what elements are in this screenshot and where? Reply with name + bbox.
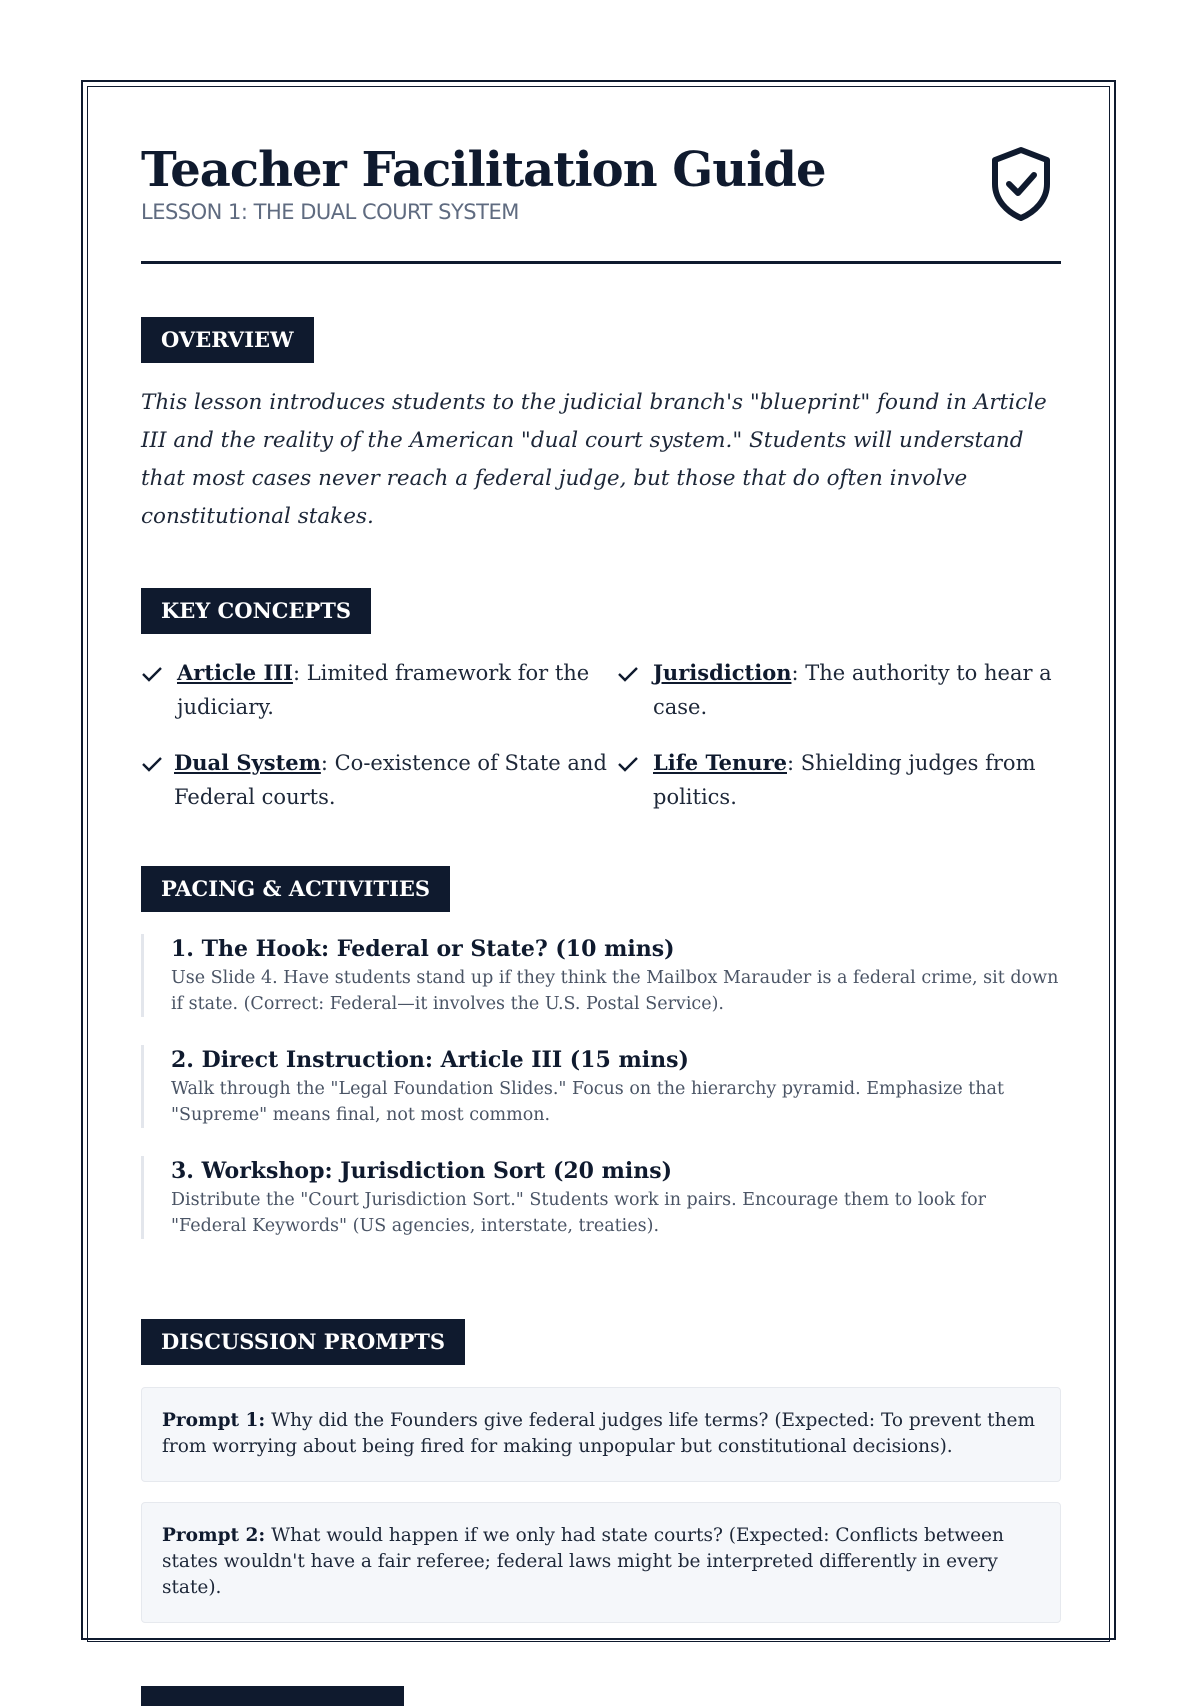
- shield-check-icon: [989, 146, 1053, 222]
- activity-title: 3. Workshop: Jurisdiction Sort (20 mins): [171, 1158, 673, 1184]
- concept-definition: : The authority to hear a case.: [653, 661, 1052, 719]
- guide-content: [141, 140, 1061, 1706]
- activity-title: 1. The Hook: Federal or State? (10 mins): [171, 936, 675, 962]
- discussion-label: DISCUSSION PROMPTS: [141, 1319, 465, 1365]
- concept-definition: : Shielding judges from politics.: [653, 751, 1036, 809]
- activity-description: Walk through the "Legal Foundation Slides." Focus on the hierarchy pyramid. Emphasize that "Supreme" means final, not most common.: [171, 1079, 1005, 1125]
- activity-item: [141, 1156, 1061, 1239]
- checkmark-icon: [141, 665, 163, 683]
- prompt-text: What would happen if we only had state courts? (Expected: Conflicts between states wouldn't have a fair referee; federal laws might be interpreted differently in every state).: [162, 1525, 1004, 1598]
- activity-item: [141, 934, 1061, 1017]
- activities-list: [141, 934, 1061, 1239]
- concept-term: Jurisdiction: [653, 660, 792, 685]
- overview-text: This lesson introduces students to the judicial branch's "blueprint" found in Article III and the reality of the American "dual court system." Students will understand that most cases never reach a federal judge, but those that do often involve constitutional stakes.: [141, 390, 1047, 529]
- checkmark-icon: [617, 755, 639, 773]
- prompt-label: Prompt 1:: [162, 1410, 266, 1431]
- concept-life-tenure: [617, 746, 1061, 814]
- checkmark-icon: [617, 665, 639, 683]
- discussion-prompt: [141, 1502, 1061, 1623]
- checkmark-icon: [141, 755, 163, 773]
- discussion-prompt: [141, 1387, 1061, 1482]
- concept-article-iii: [141, 656, 617, 724]
- prompt-label: Prompt 2:: [162, 1525, 266, 1546]
- concept-term: Article III: [177, 660, 293, 685]
- prompt-text: Why did the Founders give federal judges life terms? (Expected: To prevent them from worrying about being fired for making unpopular but constitutional decisions).: [162, 1410, 1036, 1457]
- pacing-label: PACING & ACTIVITIES: [141, 866, 450, 912]
- concept-dual-system: [141, 746, 617, 814]
- page-title: Teacher Facilitation Guide: [141, 142, 826, 198]
- concept-jurisdiction: [617, 656, 1061, 724]
- concept-term: Life Tenure: [653, 750, 787, 775]
- lesson-subtitle: LESSON 1: THE DUAL COURT SYSTEM: [141, 200, 519, 224]
- header: [141, 140, 1061, 264]
- activity-title: 2. Direct Instruction: Article III (15 mins): [171, 1047, 689, 1073]
- key-concepts-label: KEY CONCEPTS: [141, 588, 371, 634]
- key-concepts-list: [141, 656, 1061, 814]
- concept-term: Dual System: [174, 750, 321, 775]
- activity-description: Use Slide 4. Have students stand up if they think the Mailbox Marauder is a federal crime, sit down if state. (Correct: Federal—it involves the U.S. Postal Service).: [171, 968, 1059, 1014]
- concept-definition: : Co-existence of State and Federal courts.: [174, 751, 607, 809]
- concept-definition: : Limited framework for the judiciary.: [177, 661, 590, 719]
- activity-description: Distribute the "Court Jurisdiction Sort." Students work in pairs. Encourage them to look for "Federal Keywords" (US agencies, interstate, treaties).: [171, 1190, 986, 1236]
- next-section-label: [141, 1686, 404, 1706]
- activity-item: [141, 1045, 1061, 1128]
- overview-label: OVERVIEW: [141, 317, 314, 363]
